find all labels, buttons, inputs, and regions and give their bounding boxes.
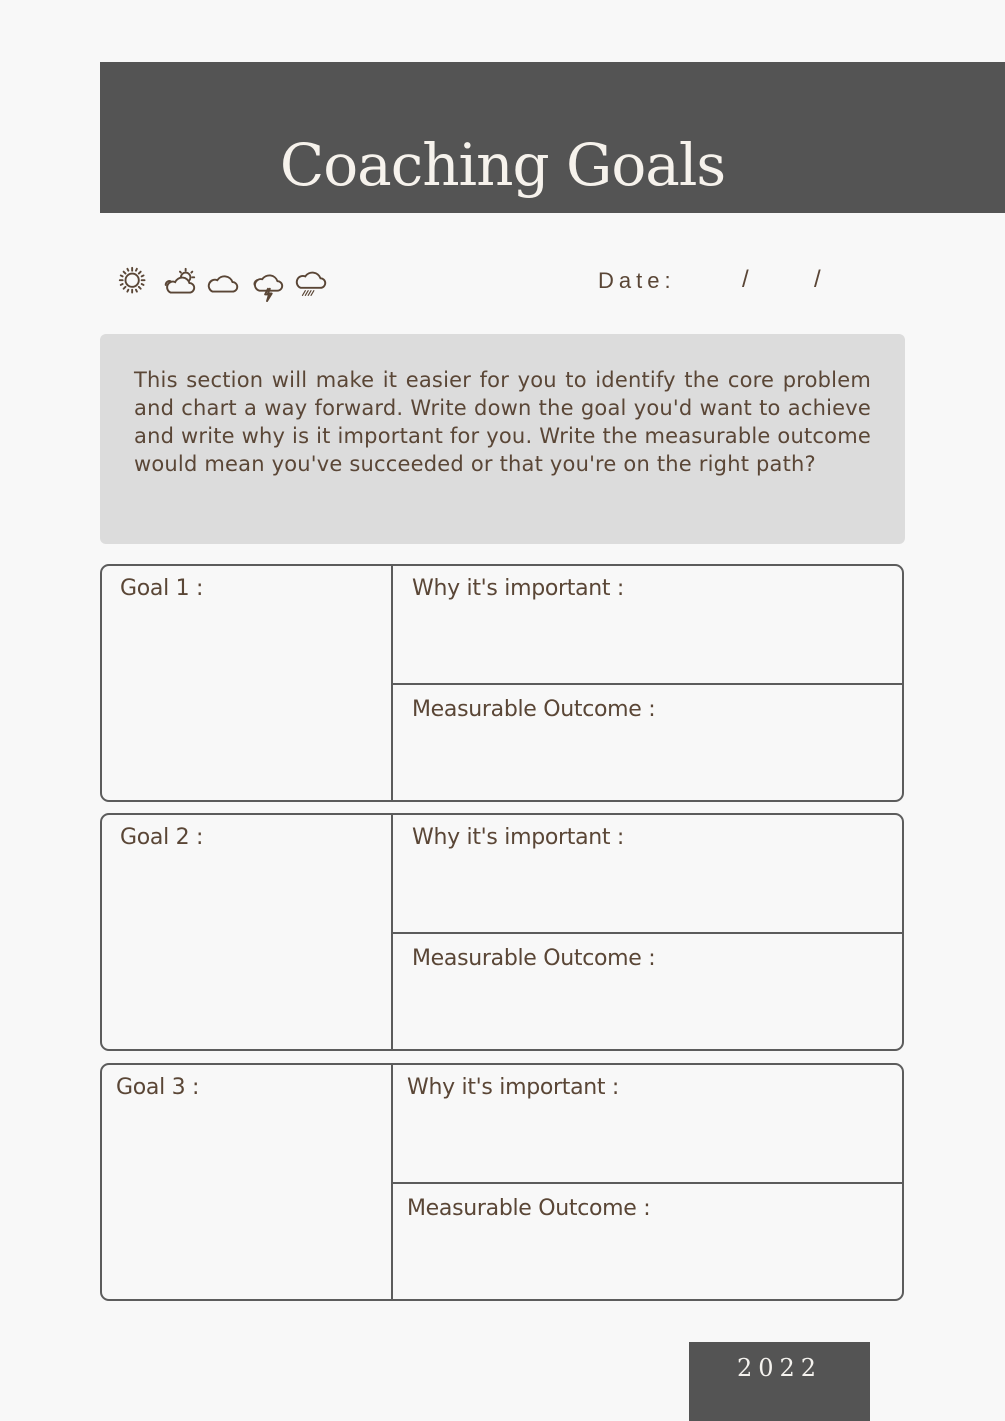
goal-label[interactable]: Goal 2 : [120, 825, 204, 850]
instructions-panel [100, 334, 905, 544]
page-title: Coaching Goals [279, 130, 726, 199]
goal-label[interactable]: Goal 3 : [116, 1075, 200, 1100]
sun-icon[interactable] [116, 264, 154, 304]
partly-cloudy-icon[interactable] [160, 264, 198, 304]
date-label: Date: [598, 268, 676, 293]
date-separator: / [814, 266, 821, 293]
rain-icon[interactable] [292, 264, 330, 304]
weather-selector [116, 264, 330, 306]
cloud-icon[interactable] [204, 264, 242, 304]
date-separator: / [742, 266, 749, 293]
instructions-text: This section will make it easier for you to identify the core problem and chart a way forward. Write down the goal you'd want to achieve and write why is it important for you. Write the measurable outcome would mean you've succeeded or that you're on the right path? [134, 368, 871, 476]
goal-label[interactable]: Goal 1 : [120, 576, 204, 601]
header-band [100, 62, 1005, 213]
goal-card-2 [100, 813, 904, 1051]
why-important-label[interactable]: Why it's important : [407, 1075, 620, 1100]
goal-card-1 [100, 564, 904, 802]
year-badge [689, 1342, 870, 1421]
goal-card-3 [100, 1063, 904, 1301]
measurable-outcome-label[interactable]: Measurable Outcome : [412, 697, 656, 722]
thunderstorm-icon[interactable] [248, 264, 286, 304]
measurable-outcome-label[interactable]: Measurable Outcome : [407, 1196, 651, 1221]
why-important-label[interactable]: Why it's important : [412, 576, 625, 601]
why-important-label[interactable]: Why it's important : [412, 825, 625, 850]
measurable-outcome-label[interactable]: Measurable Outcome : [412, 946, 656, 971]
year-text: 2022 [736, 1354, 823, 1382]
row-divider [391, 683, 902, 685]
row-divider [391, 932, 902, 934]
row-divider [391, 1182, 902, 1184]
